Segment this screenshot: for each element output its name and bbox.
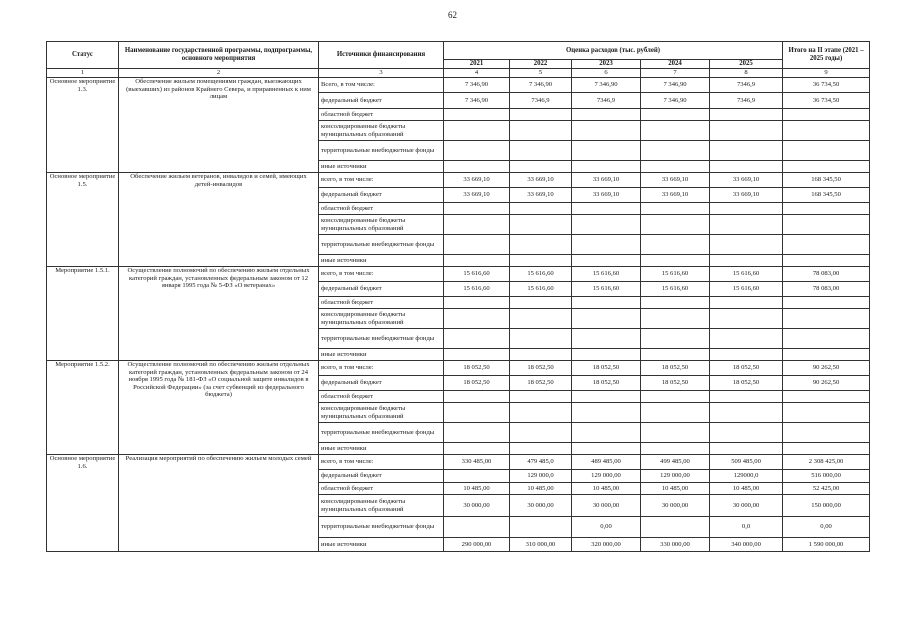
year-value-cell: 30 000,00 <box>572 495 641 517</box>
year-value-cell <box>572 215 641 235</box>
year-value-cell: 10 485,00 <box>641 483 710 495</box>
year-value-cell <box>641 297 710 309</box>
year-value-cell <box>510 203 572 215</box>
year-value-cell <box>641 517 710 538</box>
funding-source-cell: областной бюджет <box>319 483 444 495</box>
year-value-cell <box>444 517 510 538</box>
year-value-cell: 18 052,50 <box>710 376 783 391</box>
year-value-cell <box>572 161 641 173</box>
year-value-cell <box>641 203 710 215</box>
total-value-cell <box>783 391 870 403</box>
year-value-cell <box>710 329 783 349</box>
funding-source-cell: всего, в том числе: <box>319 455 444 470</box>
year-value-cell: 15 616,60 <box>572 282 641 297</box>
status-cell: Основное мероприятие 1.6. <box>47 455 119 552</box>
funding-source-cell: иные источники <box>319 538 444 552</box>
year-value-cell <box>572 235 641 255</box>
total-value-cell <box>783 235 870 255</box>
year-value-cell: 0,00 <box>572 517 641 538</box>
column-number: 3 <box>319 69 444 78</box>
year-value-cell <box>510 329 572 349</box>
year-value-cell: 18 052,50 <box>572 361 641 376</box>
total-value-cell: 516 000,00 <box>783 470 870 483</box>
year-value-cell <box>641 215 710 235</box>
column-number: 9 <box>783 69 870 78</box>
year-value-cell: 129000,0 <box>710 470 783 483</box>
funding-source-cell: консолидированные бюджеты муниципальных образований <box>319 215 444 235</box>
total-value-cell <box>783 141 870 161</box>
funding-source-cell: иные источники <box>319 443 444 455</box>
year-value-cell <box>641 235 710 255</box>
year-value-cell <box>710 215 783 235</box>
year-value-cell: 509 485,00 <box>710 455 783 470</box>
total-value-cell: 168 345,50 <box>783 173 870 188</box>
year-value-cell <box>710 297 783 309</box>
total-value-cell <box>783 215 870 235</box>
year-value-cell <box>710 403 783 423</box>
year-value-cell: 10 485,00 <box>572 483 641 495</box>
year-value-cell <box>572 309 641 329</box>
funding-source-cell: федеральный бюджет <box>319 188 444 203</box>
column-number: 1 <box>47 69 119 78</box>
total-value-cell <box>783 329 870 349</box>
year-value-cell: 33 669,10 <box>572 188 641 203</box>
year-value-cell <box>710 161 783 173</box>
year-value-cell <box>444 215 510 235</box>
year-value-cell <box>641 309 710 329</box>
funding-source-cell: территориальные внебюджетные фонды <box>319 517 444 538</box>
column-number: 7 <box>641 69 710 78</box>
year-value-cell <box>641 403 710 423</box>
year-value-cell <box>444 109 510 121</box>
year-value-cell <box>444 470 510 483</box>
year-value-cell <box>444 121 510 141</box>
year-value-cell <box>572 443 641 455</box>
year-value-cell <box>641 349 710 361</box>
year-value-cell <box>710 203 783 215</box>
year-value-cell: 340 000,00 <box>710 538 783 552</box>
total-value-cell: 90 262,50 <box>783 376 870 391</box>
total-value-cell <box>783 203 870 215</box>
budget-table <box>46 41 870 552</box>
year-value-cell: 479 485,0 <box>510 455 572 470</box>
total-value-cell: 78 083,00 <box>783 282 870 297</box>
year-value-cell <box>444 329 510 349</box>
year-value-cell: 18 052,50 <box>510 376 572 391</box>
year-value-cell <box>510 121 572 141</box>
year-value-cell <box>710 235 783 255</box>
year-value-cell: 30 000,00 <box>444 495 510 517</box>
program-name-cell: Осуществление полномочий по обеспечению жильем отдельных категорий граждан, установленных федеральным законом от 24 ноября 1995 года № 181-ФЗ «О социальной защите инвалидов в Российской Федерации» (за счет субвенций из федерального бюджета) <box>119 361 319 455</box>
total-value-cell <box>783 161 870 173</box>
year-value-cell: 33 669,10 <box>444 173 510 188</box>
table-row <box>47 173 870 188</box>
funding-source-cell: консолидированные бюджеты муниципальных образований <box>319 121 444 141</box>
year-value-cell: 15 616,60 <box>444 267 510 282</box>
funding-source-cell: федеральный бюджет <box>319 470 444 483</box>
year-value-cell: 7346,9 <box>710 78 783 93</box>
status-cell: Мероприятие 1.5.1. <box>47 267 119 361</box>
year-value-cell: 290 000,00 <box>444 538 510 552</box>
year-value-cell <box>641 391 710 403</box>
total-value-cell: 36 734,50 <box>783 93 870 109</box>
year-value-cell: 30 000,00 <box>641 495 710 517</box>
year-value-cell <box>444 349 510 361</box>
year-value-cell <box>572 297 641 309</box>
year-value-cell: 7 346,90 <box>444 78 510 93</box>
column-number: 8 <box>710 69 783 78</box>
year-value-cell: 18 052,50 <box>710 361 783 376</box>
year-value-cell: 7 346,90 <box>641 78 710 93</box>
total-value-cell: 2 308 425,00 <box>783 455 870 470</box>
year-value-cell <box>572 391 641 403</box>
year-value-cell: 7 346,90 <box>641 93 710 109</box>
year-value-cell <box>510 517 572 538</box>
funding-source-cell: федеральный бюджет <box>319 376 444 391</box>
year-value-cell: 15 616,60 <box>641 267 710 282</box>
year-value-cell: 33 669,10 <box>510 173 572 188</box>
year-value-cell <box>510 297 572 309</box>
column-number: 6 <box>572 69 641 78</box>
year-value-cell <box>510 141 572 161</box>
year-value-cell: 15 616,60 <box>572 267 641 282</box>
total-value-cell <box>783 349 870 361</box>
table-row <box>47 455 870 470</box>
year-value-cell: 18 052,50 <box>444 376 510 391</box>
budget-body <box>47 78 870 552</box>
year-value-cell <box>710 309 783 329</box>
year-value-cell: 33 669,10 <box>710 188 783 203</box>
funding-source-cell: областной бюджет <box>319 109 444 121</box>
total-value-cell <box>783 403 870 423</box>
year-value-cell <box>710 391 783 403</box>
total-value-cell: 52 425,00 <box>783 483 870 495</box>
year-value-cell: 15 616,60 <box>710 267 783 282</box>
year-value-cell: 33 669,10 <box>510 188 572 203</box>
funding-source-cell: иные источники <box>319 255 444 267</box>
year-value-cell <box>510 215 572 235</box>
total-value-cell <box>783 309 870 329</box>
funding-source-cell: иные источники <box>319 161 444 173</box>
year-value-cell <box>510 161 572 173</box>
status-cell: Основное мероприятие 1.5. <box>47 173 119 267</box>
total-value-cell <box>783 423 870 443</box>
year-value-cell: 30 000,00 <box>510 495 572 517</box>
year-value-cell <box>572 423 641 443</box>
year-value-cell: 7346,9 <box>510 93 572 109</box>
header-estimate: Оценка расходов (тыс. рублей) <box>444 42 783 60</box>
year-value-cell <box>444 309 510 329</box>
header-year: 2024 <box>641 60 710 69</box>
total-value-cell: 168 345,50 <box>783 188 870 203</box>
year-value-cell: 499 485,00 <box>641 455 710 470</box>
table-row <box>47 78 870 93</box>
header-status: Статус <box>47 42 119 69</box>
funding-source-cell: областной бюджет <box>319 297 444 309</box>
total-value-cell: 0,00 <box>783 517 870 538</box>
funding-source-cell: территориальные внебюджетные фонды <box>319 235 444 255</box>
year-value-cell <box>510 423 572 443</box>
year-value-cell: 129 000,00 <box>641 470 710 483</box>
year-value-cell: 10 485,00 <box>710 483 783 495</box>
funding-source-cell: всего, в том числе: <box>319 267 444 282</box>
year-value-cell <box>572 349 641 361</box>
year-value-cell: 18 052,50 <box>510 361 572 376</box>
funding-source-cell: территориальные внебюджетные фонды <box>319 329 444 349</box>
total-value-cell <box>783 121 870 141</box>
funding-source-cell: федеральный бюджет <box>319 282 444 297</box>
year-value-cell <box>572 403 641 423</box>
year-value-cell: 30 000,00 <box>710 495 783 517</box>
year-value-cell <box>510 309 572 329</box>
year-value-cell <box>572 203 641 215</box>
column-number: 5 <box>510 69 572 78</box>
year-value-cell: 15 616,60 <box>510 282 572 297</box>
year-value-cell: 33 669,10 <box>641 173 710 188</box>
year-value-cell <box>572 329 641 349</box>
year-value-cell <box>710 423 783 443</box>
year-value-cell: 7 346,90 <box>510 78 572 93</box>
header-year: 2025 <box>710 60 783 69</box>
header-sources: Источники финансирования <box>319 42 444 69</box>
year-value-cell <box>510 349 572 361</box>
year-value-cell <box>444 403 510 423</box>
funding-source-cell: иные источники <box>319 349 444 361</box>
year-value-cell <box>444 235 510 255</box>
year-value-cell: 10 485,00 <box>444 483 510 495</box>
year-value-cell: 18 052,50 <box>641 376 710 391</box>
funding-source-cell: всего, в том числе: <box>319 173 444 188</box>
year-value-cell: 18 052,50 <box>641 361 710 376</box>
year-value-cell <box>641 141 710 161</box>
status-cell: Мероприятие 1.5.2. <box>47 361 119 455</box>
column-number-row <box>47 69 870 78</box>
program-name-cell: Реализация мероприятий по обеспечению жильем молодых семей <box>119 455 319 552</box>
year-value-cell: 33 669,10 <box>444 188 510 203</box>
year-value-cell <box>444 297 510 309</box>
table-row <box>47 267 870 282</box>
total-value-cell <box>783 109 870 121</box>
year-value-cell: 129 000,0 <box>510 470 572 483</box>
funding-source-cell: консолидированные бюджеты муниципальных образований <box>319 403 444 423</box>
header-year: 2022 <box>510 60 572 69</box>
year-value-cell <box>710 349 783 361</box>
program-name-cell: Обеспечение жильем ветеранов, инвалидов и семей, имеющих детей-инвалидов <box>119 173 319 267</box>
header-year: 2023 <box>572 60 641 69</box>
header-year: 2021 <box>444 60 510 69</box>
year-value-cell <box>710 255 783 267</box>
year-value-cell <box>710 121 783 141</box>
year-value-cell: 330 000,00 <box>641 538 710 552</box>
year-value-cell <box>572 255 641 267</box>
year-value-cell: 7346,9 <box>710 93 783 109</box>
total-value-cell <box>783 443 870 455</box>
year-value-cell: 7346,9 <box>572 93 641 109</box>
total-value-cell: 36 734,50 <box>783 78 870 93</box>
funding-source-cell: консолидированные бюджеты муниципальных образований <box>319 495 444 517</box>
funding-source-cell: территориальные внебюджетные фонды <box>319 141 444 161</box>
year-value-cell <box>641 161 710 173</box>
total-value-cell: 78 083,00 <box>783 267 870 282</box>
header-name: Наименование государственной программы, подпрограммы, основного мероприятия <box>119 42 319 69</box>
year-value-cell: 0,0 <box>710 517 783 538</box>
year-value-cell <box>510 109 572 121</box>
total-value-cell: 1 590 000,00 <box>783 538 870 552</box>
year-value-cell <box>444 391 510 403</box>
year-value-cell <box>444 423 510 443</box>
total-value-cell: 150 000,00 <box>783 495 870 517</box>
year-value-cell: 18 052,50 <box>444 361 510 376</box>
year-value-cell: 330 485,00 <box>444 455 510 470</box>
total-value-cell <box>783 297 870 309</box>
column-number: 2 <box>119 69 319 78</box>
year-value-cell: 33 669,10 <box>572 173 641 188</box>
year-value-cell <box>444 255 510 267</box>
year-value-cell: 7 346,90 <box>444 93 510 109</box>
funding-source-cell: всего, в том числе: <box>319 361 444 376</box>
year-value-cell: 15 616,60 <box>710 282 783 297</box>
funding-source-cell: областной бюджет <box>319 203 444 215</box>
year-value-cell: 320 000,00 <box>572 538 641 552</box>
year-value-cell <box>641 121 710 141</box>
year-value-cell <box>510 235 572 255</box>
year-value-cell: 15 616,60 <box>444 282 510 297</box>
funding-source-cell: Всего, в том числе: <box>319 78 444 93</box>
year-value-cell: 15 616,60 <box>641 282 710 297</box>
year-value-cell <box>710 443 783 455</box>
funding-source-cell: консолидированные бюджеты муниципальных образований <box>319 309 444 329</box>
year-value-cell: 10 485,00 <box>510 483 572 495</box>
year-value-cell: 310 000,00 <box>510 538 572 552</box>
year-value-cell <box>510 391 572 403</box>
status-cell: Основное мероприятие 1.3. <box>47 78 119 173</box>
year-value-cell <box>510 443 572 455</box>
year-value-cell <box>572 109 641 121</box>
year-value-cell <box>444 141 510 161</box>
year-value-cell <box>572 121 641 141</box>
funding-source-cell: федеральный бюджет <box>319 93 444 109</box>
year-value-cell <box>444 443 510 455</box>
year-value-cell <box>641 443 710 455</box>
year-value-cell <box>710 109 783 121</box>
funding-source-cell: территориальные внебюджетные фонды <box>319 423 444 443</box>
year-value-cell: 489 485,00 <box>572 455 641 470</box>
year-value-cell <box>710 141 783 161</box>
year-value-cell: 33 669,10 <box>641 188 710 203</box>
year-value-cell <box>444 203 510 215</box>
year-value-cell <box>572 141 641 161</box>
total-value-cell: 90 262,50 <box>783 361 870 376</box>
funding-source-cell: областной бюджет <box>319 391 444 403</box>
year-value-cell <box>641 423 710 443</box>
total-value-cell <box>783 255 870 267</box>
page-number: 62 <box>448 10 457 20</box>
year-value-cell <box>641 109 710 121</box>
header-total: Итого на II этапе (2021 – 2025 годы) <box>783 42 870 69</box>
year-value-cell: 18 052,50 <box>572 376 641 391</box>
year-value-cell <box>444 161 510 173</box>
year-value-cell: 33 669,10 <box>710 173 783 188</box>
year-value-cell <box>510 255 572 267</box>
year-value-cell: 15 616,60 <box>510 267 572 282</box>
year-value-cell <box>641 255 710 267</box>
year-value-cell <box>510 403 572 423</box>
column-number: 4 <box>444 69 510 78</box>
program-name-cell: Обеспечение жильем помещениями граждан, выезжающих (выехавших) из районов Крайнего Севера, и приравненных к ним лицам <box>119 78 319 173</box>
year-value-cell: 129 000,00 <box>572 470 641 483</box>
table-row <box>47 361 870 376</box>
year-value-cell <box>641 329 710 349</box>
program-name-cell: Осуществление полномочий по обеспечению жильем отдельных категорий граждан, установленных федеральным законом от 12 января 1995 года № 5-ФЗ «О ветеранах» <box>119 267 319 361</box>
year-value-cell: 7 346,90 <box>572 78 641 93</box>
